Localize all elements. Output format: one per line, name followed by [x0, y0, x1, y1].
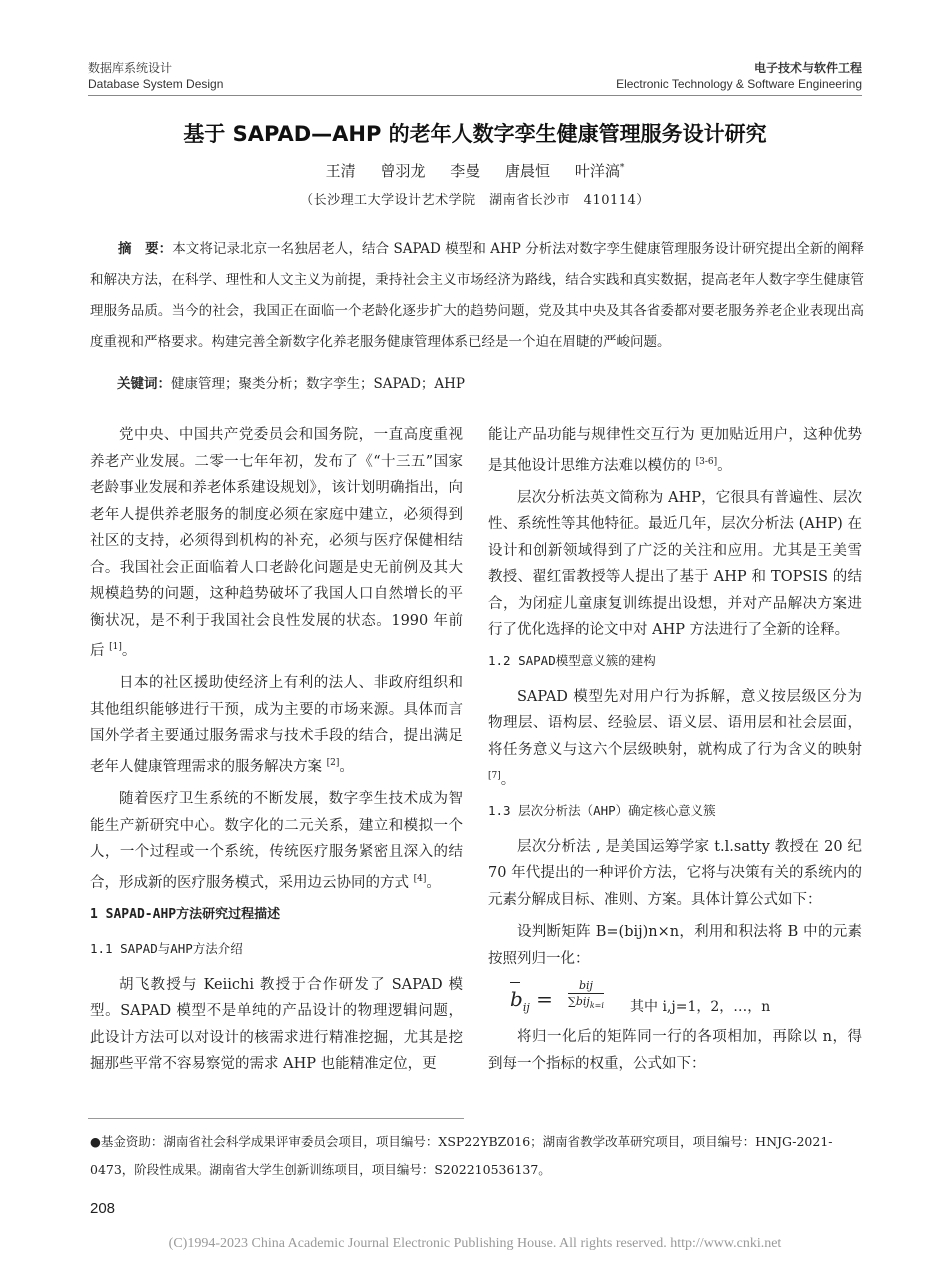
- abstract: [90, 234, 864, 358]
- paragraph: 随着医疗卫生系统的不断发展，数字孪生技术成为智能生产新研究中心。数字化的二元关系，建立和模拟一个人，一个过程或一个系统，传统医疗服务紧密且深入的结合，形成新的医疗服务模式，采用边云协同的方式 [4]。: [90, 791, 463, 891]
- paragraph: 设判断矩阵 B=(bij)n×n，利用和积法将 B 中的元素按照列归一化：: [488, 924, 862, 967]
- funding-footnote: [90, 1128, 866, 1184]
- abstract-text: 本文将记录北京一名独居老人，结合 SAPAD 模型和 AHP 分析法对数字孪生健康管理服务设计研究提出全新的阐释和解决方法，在科学、理性和人文主义为前提，秉持社会主义市场经济为路线，结合实践和真实数据，提高老年人数字孪生健康管理服务品质。当今的社会，我国正在面临一个老龄化逐步扩大的趋势问题，党及其中央及其各省委都对要老服务养老企业表现出高度重视和严格要求。构建完善全新数字化养老服务健康管理体系已经是一个迫在眉睫的严峻问题。: [90, 241, 865, 350]
- paragraph: 层次分析法英文简称为 AHP，它很具有普遍性、层次性、系统性等其他特征。最近几年，层次分析法 (AHP) 在设计和创新领域得到了广泛的关注和应用。尤其是王美雪教授、翟红雷教授等人提出了基于 AHP 和 TOPSIS 的结合，为闭症儿童康复训练提出设想，并对产品解决方案进行了优化选择的论文中对 AHP 方法进行了全新的诠释。: [488, 489, 862, 639]
- formula-fraction: [568, 978, 604, 1013]
- keywords-text: 健康管理；聚类分析；数字孪生；SAPAD；AHP: [171, 376, 466, 392]
- keywords-label: 关键词：: [117, 376, 171, 392]
- affiliation: （长沙理工大学设计艺术学院 湖南省长沙市 410114）: [300, 193, 650, 208]
- formula-lhs: $b_{ij}$ =: [510, 986, 553, 1022]
- author-list: [88, 160, 862, 181]
- abstract-label: 摘 要：: [118, 241, 173, 257]
- paragraph: 层次分析法 , 是美国运筹学家 t.l.satty 教授在 20 纪 70 年代提出的一种评价方法，它将与决策有关的系统内的元素分解成目标、准则、方案。具体计算公式如下：: [488, 838, 862, 908]
- journal-section-cn: 数据库系统设计: [88, 61, 173, 75]
- citation: [3-6]: [695, 456, 718, 467]
- formula-denominator: ∑bij$_{k=i}$: [568, 995, 604, 1011]
- paragraph: SAPAD 模型先对用户行为拆解，意义按层级区分为物理层、语构层、经验层、语义层、语用层和社会层面，将任务意义与这六个层级映射，就构成了行为含义的映射 [7]。: [488, 688, 862, 789]
- paragraph: 日本的社区援助使经济上有利的法人、非政府组织和其他组织能够进行干预，成为主要的市场来源。具体而言国外学者主要通过服务需求与技术手段的结合，提出满足老年人健康管理需求的服务解决方案 [2]。: [90, 675, 463, 775]
- copyright-watermark: (C)1994-2023 China Academic Journal Electronic Publishing House. All rights reserved. http://www.cnki.net: [168, 1236, 782, 1251]
- author: 唐晨恒: [505, 162, 551, 180]
- bullet-icon: ●: [90, 1134, 101, 1149]
- header-rule: [88, 95, 862, 96]
- formula-condition: 其中 i,j=1，2，…，n: [630, 999, 771, 1016]
- paragraph: 将归一化后的矩阵同一行的各项相加，再除以 n，得到每一个指标的权重，公式如下：: [488, 1029, 862, 1072]
- keywords: [117, 372, 862, 396]
- subsection-heading: 1.3 层次分析法（AHP）确定核心意义簇: [488, 802, 716, 818]
- author: 曾羽龙: [380, 162, 426, 180]
- section-heading: 1 SAPAD-AHP方法研究过程描述: [90, 906, 281, 922]
- running-header-right: [616, 60, 862, 92]
- paper-title: 基于 SAPAD—AHP 的老年人数字孪生健康管理服务设计研究: [183, 122, 767, 146]
- journal-name-en: Electronic Technology & Software Engineering: [616, 77, 862, 91]
- running-header-left: [88, 60, 223, 92]
- citation: [1]: [109, 642, 122, 652]
- subsection-heading: 1.1 SAPAD与AHP方法介绍: [90, 940, 243, 956]
- corresponding-mark: *: [619, 163, 625, 173]
- left-column: [90, 422, 463, 1084]
- journal-name-cn: 电子技术与软件工程: [753, 61, 862, 75]
- paragraph: 能让产品功能与规律性交互行为 更加贴近用户，这种优势是其他设计思维方法难以模仿的 [3-6]。: [488, 427, 862, 474]
- paragraph: 党中央、中国共产党委员会和国务院，一直高度重视养老产业发展。二零一七年年初，发布了《“十三五”国家老龄事业发展和养老体系建设规划》，该计划明确指出，向老年人提供养老服务的制度必须在家庭中建立，必须得到社区的支持，必须得到机构的补充，必须与医疗保健相结合。我国社会正面临着人口老龄化问题是史无前例及其大规模趋势的问题，这种趋势破坏了我国人口自然增长的平衡状况，是不利于我国社会良性发展的状态。1990 年前后 [1]。: [90, 427, 463, 659]
- right-column: [488, 422, 862, 1083]
- citation: [4]: [413, 873, 427, 884]
- normalization-formula: [510, 978, 862, 1018]
- citation: [7]: [488, 771, 501, 782]
- subsection-heading: 1.2 SAPAD模型意义簇的建构: [488, 652, 656, 668]
- author: 叶洋滈*: [574, 162, 625, 180]
- journal-section-en: Database System Design: [88, 77, 224, 91]
- citation: [2]: [326, 757, 340, 768]
- author: 李曼: [450, 162, 481, 180]
- formula-numerator: bij: [568, 978, 604, 994]
- footnote-text: 基金资助：湖南省社会科学成果评审委员会项目，项目编号：XSP22YBZ016；湖南省教学改革研究项目，项目编号：HNJG-2021-0473，阶段性成果。湖南省大学生创新训练项目，项目编号：S202210536137。: [90, 1134, 833, 1177]
- author: 王清: [325, 162, 356, 180]
- footnote-rule: [88, 1118, 464, 1119]
- page-number: 208: [90, 1200, 116, 1217]
- paragraph: 胡飞教授与 Keiichi 教授于合作研发了 SAPAD 模型。SAPAD 模型不是单纯的产品设计的物理逻辑问题，此设计方法可以对设计的核需求进行精准挖掘，尤其是挖掘那些平常不容易察觉的需求 AHP 也能精准定位，更: [90, 976, 463, 1073]
